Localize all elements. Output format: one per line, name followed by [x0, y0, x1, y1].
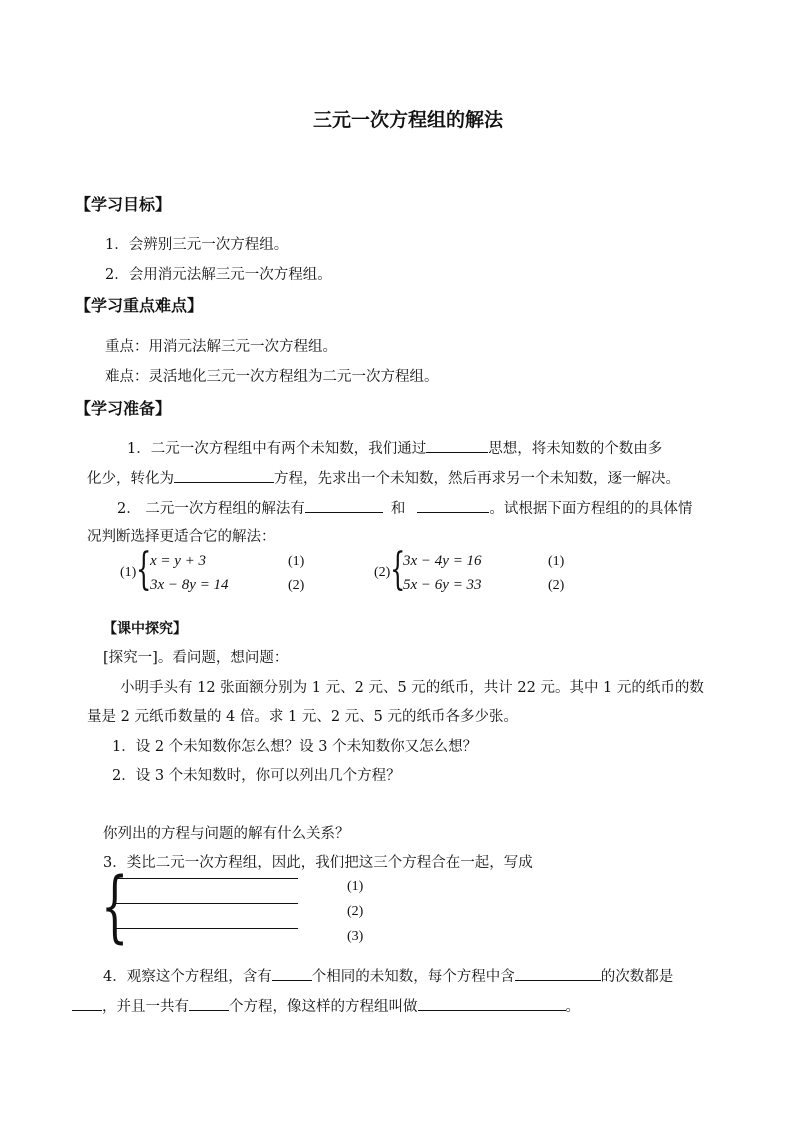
left-brace-icon: {	[101, 862, 129, 952]
explore-relation-question: 你列出的方程与问题的解有什么关系？	[103, 826, 350, 842]
focus-text: 重点：用消元法解三元一次方程组。	[105, 339, 337, 355]
explore-q2: 2．设 3 个未知数时，你可以列出几个方程？	[112, 768, 401, 784]
answer-blank[interactable]	[417, 498, 489, 513]
system2-eq2: 5x − 6y = 33	[403, 577, 482, 593]
system2-num1: (1)	[548, 554, 565, 569]
equation-blank-1[interactable]	[116, 878, 298, 879]
equation-blank-3[interactable]	[116, 928, 298, 929]
explore-q1: 1．设 2 个未知数你怎么想？设 3 个未知数你又怎么想？	[112, 739, 478, 755]
answer-blank[interactable]	[305, 498, 383, 513]
prep-q1-text-a: 1．二元一次方程组中有两个未知数，我们通过	[127, 441, 427, 457]
answer-blank[interactable]	[515, 966, 601, 981]
section-heading-goals: 【学习目标】	[75, 195, 172, 214]
q4-text-a: 4．观察这个方程组，含有	[103, 969, 272, 985]
answer-blank[interactable]	[72, 996, 102, 1011]
section-heading-prep: 【学习准备】	[75, 399, 172, 418]
system1-label: (1)	[120, 565, 137, 580]
left-brace-icon: {	[136, 544, 152, 595]
section-heading-keypoints: 【学习重点难点】	[75, 296, 204, 315]
prep-q2-line2: 况判断选择更适合它的解法：	[87, 529, 276, 545]
left-brace-icon: {	[390, 544, 406, 595]
system2-eq1: 3x − 4y = 16	[403, 553, 482, 569]
answer-blank[interactable]	[174, 468, 274, 483]
q4-text-b: 个相同的未知数，每个方程中含	[311, 969, 515, 985]
answer-blank[interactable]	[189, 996, 229, 1011]
equation-number: (2)	[347, 904, 364, 919]
prep-q1-line2	[87, 467, 680, 488]
goal-item: 1．会辨别三元一次方程组。	[105, 237, 289, 253]
answer-blank[interactable]	[426, 438, 488, 453]
page-title: 三元一次方程组的解法	[313, 109, 504, 131]
system2-num2: (2)	[548, 578, 565, 593]
explore-subheading: [探究一]。看问题，想问题：	[103, 650, 289, 666]
system1-num2: (2)	[288, 578, 305, 593]
difficulty-text: 难点：灵活地化三元一次方程组为二元一次方程组。	[105, 369, 439, 385]
section-heading-explore: 【课中探究】	[103, 621, 187, 637]
answer-blank[interactable]	[418, 996, 566, 1011]
equation-number: (3)	[347, 929, 364, 944]
explore-q4-line2	[72, 995, 580, 1016]
system1-num1: (1)	[288, 554, 305, 569]
prep-q2-text-a: 2． 二元一次方程组的解法有	[117, 501, 305, 517]
q4-text-c: 的次数都是	[600, 969, 674, 985]
prep-q2-text-b: 和	[390, 501, 406, 517]
prep-q1-text-c: 化少，转化为	[87, 471, 174, 487]
problem-text-line2: 量是 2 元纸币数量的 4 倍。求 1 元、2 元、5 元的纸币各多少张。	[87, 709, 518, 725]
prep-q1-text-d: 方程，先求出一个未知数，然后再求另一个未知数，逐一解决。	[274, 471, 680, 487]
problem-text-line1: 小明手头有 12 张面额分别为 1 元、2 元、5 元的纸币，共计 22 元。其中 1 元的纸币的数	[120, 680, 704, 696]
system1-eq1: x = y + 3	[150, 553, 207, 569]
explore-q4-line1	[103, 965, 673, 986]
system2-label: (2)	[374, 565, 391, 580]
prep-q2-line1	[117, 497, 692, 518]
equation-blank-2[interactable]	[116, 903, 298, 904]
prep-q1-text-b: 思想，将未知数的个数由多	[488, 441, 663, 457]
q4-text-f: 。	[565, 999, 580, 1015]
system1-eq2: 3x − 8y = 14	[150, 577, 229, 593]
q4-text-d: ，并且一共有	[102, 999, 189, 1015]
prep-q1-line1	[127, 437, 662, 458]
explore-q3: 3．类比二元一次方程组，因此，我们把这三个方程合在一起，写成	[103, 855, 533, 871]
answer-blank[interactable]	[272, 966, 312, 981]
goal-item: 2．会用消元法解三元一次方程组。	[105, 267, 332, 283]
q4-text-e: 个方程，像这样的方程组叫做	[229, 999, 418, 1015]
prep-q2-text-c: 。试根据下面方程组的的具体情	[489, 501, 693, 517]
equation-number: (1)	[347, 879, 364, 894]
